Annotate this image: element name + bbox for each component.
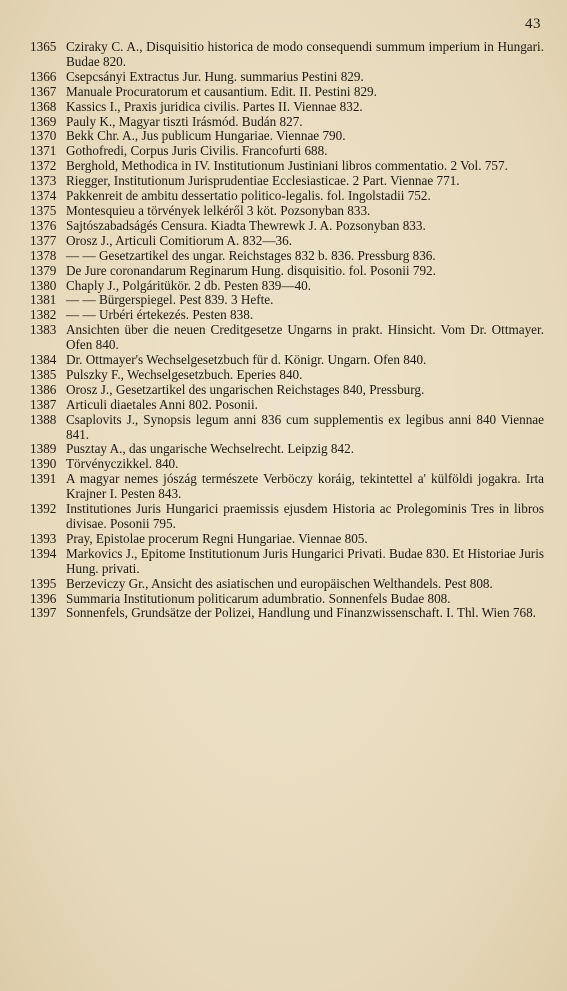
entry-text: Pusztay A., das ungarische Wechselrecht. Leipzig 842. [66,441,355,457]
entry-text: Sajtószabadságés Censura. Kiadta Thewrewk J. A. Pozsonyban 833. [66,217,426,233]
entry-number: 1369 [30,113,57,129]
entry-number: 1388 [30,411,57,427]
list-item [30,144,544,159]
entry-text: Törvényczikkel. 840. [66,456,179,472]
list-item [30,115,544,130]
entry-number: 1374 [30,188,57,204]
entry-text: Orosz J., Gesetzartikel des ungarischen Reichstages 840, Pressburg. [66,381,425,397]
entry-text: Cziraky C. A., Disquisitio historica de modo consequendi summum imperium in Hungari. Budae 820. [66,39,544,69]
page-number: 43 [525,16,541,32]
entry-text: Dr. Ottmayer's Wechselgesetzbuch für d. Königr. Ungarn. Ofen 840. [66,352,427,368]
entry-text: Bekk Chr. A., Jus publicum Hungariae. Viennae 790. [66,128,346,144]
entry-text: A magyar nemes jószág természete Verböczy koráig, tekintettel a' külföldi jogakra. Irta Krajner I. Pesten 843. [66,471,544,502]
entry-text: Riegger, Institutionum Jurisprudentiae Ecclesiasticae. 2 Part. Viennae 771. [66,173,460,189]
list-item [30,368,544,383]
entry-text: Sonnenfels, Grundsätze der Polizei, Handlung und Finanzwissenschaft. I. Thl. Wien 768. [66,605,536,621]
entry-number: 1390 [30,456,57,472]
entry-number: 1384 [30,352,57,368]
entry-number: 1381 [30,292,57,308]
entry-number: 1386 [30,381,57,397]
list-item [30,547,544,577]
list-item [30,383,544,398]
entry-text: De Jure coronandarum Reginarum Hung. disquisitio. fol. Posonii 792. [66,262,436,278]
entry-number: 1371 [30,143,57,159]
list-item [30,457,544,472]
entry-text: Markovics J., Epitome Institutionum Juris Hungarici Privati. Budae 830. Et Historiae Juris Hung. privati. [66,545,544,576]
entry-text: Chaply J., Polgáritükör. 2 db. Pesten 839—40. [66,277,312,293]
entry-number: 1376 [30,217,57,233]
list-item [30,85,544,100]
entry-number: 1367 [30,83,57,99]
entry-number: 1365 [30,39,57,54]
entry-text: Gothofredi, Corpus Juris Civilis. Francofurti 688. [66,143,328,159]
entry-text: Orosz J., Articuli Comitiorum A. 832—36. [66,232,293,248]
entry-text: Kassics I., Praxis juridica civilis. Partes II. Viennae 832. [66,98,363,114]
entry-number: 1393 [30,530,57,546]
entry-number: 1368 [30,98,57,114]
entry-number: 1373 [30,173,57,189]
entry-number: 1379 [30,262,57,278]
list-item [30,129,544,144]
entry-text: Pray, Epistolae procerum Regni Hungariae. Viennae 805. [66,530,368,546]
entry-text: Summaria Institutionum politicarum adumbratio. Sonnenfels Budae 808. [66,590,451,606]
list-item [30,308,544,323]
list-item [30,323,544,353]
entry-number: 1394 [30,545,57,561]
entry-text: Pauly K., Magyar tiszti Irásmód. Budán 827. [66,113,303,129]
entry-number: 1385 [30,366,57,382]
entry-number: 1396 [30,590,57,606]
entry-text: Berghold, Methodica in IV. Institutionum Justiniani libros commentatio. 2 Vol. 757. [66,158,508,174]
list-item [30,189,544,204]
entry-text: Ansichten über die neuen Creditgesetze Ungarns in prakt. Hinsicht. Vom Dr. Ottmayer. Ofen 840. [66,322,544,353]
bibliography-list [30,40,544,621]
list-item [30,70,544,85]
entry-text: Csaplovits J., Synopsis legum anni 836 cum supplementis ex legibus anni 840 Viennae 841. [66,411,544,442]
entry-number: 1370 [30,128,57,144]
entry-number: 1375 [30,202,57,218]
list-item [30,413,544,443]
list-item [30,174,544,189]
list-item [30,279,544,294]
entry-text: Institutiones Juris Hungarici praemissis ejusdem Historia ac Prolegominis Tres in libros divisae. Posonii 795. [66,501,544,531]
list-item [30,577,544,592]
entry-text: — — Bürgerspiegel. Pest 839. 3 Hefte. [66,292,274,308]
entry-number: 1366 [30,68,57,84]
entry-text: Pakkenreit de ambitu dessertatio politico-legalis. fol. Ingolstadii 752. [66,188,431,204]
entry-text: Pulszky F., Wechselgesetzbuch. Eperies 840. [66,366,303,382]
list-item [30,472,544,502]
list-item [30,592,544,607]
list-item [30,606,544,621]
entry-number: 1380 [30,277,57,293]
entry-number: 1392 [30,501,57,517]
list-item [30,100,544,115]
entry-number: 1387 [30,396,57,412]
entry-text: Montesquieu a törvények lelkéről 3 köt. Pozsonyban 833. [66,202,371,218]
list-item [30,442,544,457]
entry-number: 1395 [30,575,57,591]
list-item [30,398,544,413]
entry-text: Berzeviczy Gr., Ansicht des asiatischen und europäischen Welthandels. Pest 808. [66,575,493,591]
entry-number: 1389 [30,441,57,457]
list-item [30,159,544,174]
list-item [30,264,544,279]
entry-number: 1377 [30,232,57,248]
list-item [30,40,544,70]
entry-text: Manuale Procuratorum et causantium. Edit. II. Pestini 829. [66,83,377,99]
entry-number: 1378 [30,247,57,263]
list-item [30,502,544,532]
entry-text: Csepcsányi Extractus Jur. Hung. summarius Pestini 829. [66,68,364,84]
entry-number: 1397 [30,605,57,621]
list-item [30,234,544,249]
list-item [30,532,544,547]
entry-number: 1372 [30,158,57,174]
entry-text: — — Urbéri értekezés. Pesten 838. [66,307,254,323]
list-item [30,293,544,308]
list-item [30,353,544,368]
list-item [30,219,544,234]
entry-number: 1391 [30,471,57,487]
list-item [30,249,544,264]
entry-number: 1382 [30,307,57,323]
entry-text: — — Gesetzartikel des ungar. Reichstages 832 b. 836. Pressburg 836. [66,247,436,263]
entry-number: 1383 [30,322,57,338]
list-item [30,204,544,219]
entry-text: Articuli diaetales Anni 802. Posonii. [66,396,258,412]
